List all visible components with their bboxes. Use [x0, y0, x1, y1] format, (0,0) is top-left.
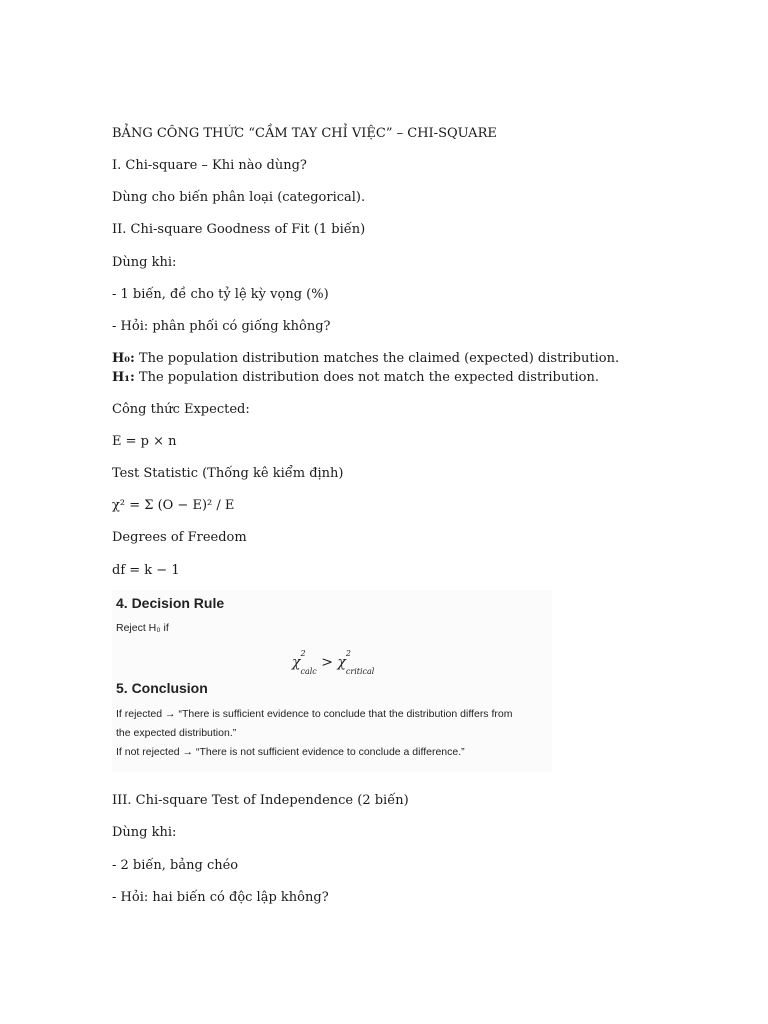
greater-than-sign: > — [316, 654, 338, 671]
conclusion-heading: 5. Conclusion — [116, 680, 208, 696]
h1-label: H₁: — [112, 370, 135, 385]
test-statistic-label: Test Statistic (Thống kê kiểm định) — [112, 466, 344, 481]
embedded-screenshot — [112, 590, 552, 772]
reject-condition-text: Reject H₀ if — [116, 622, 169, 634]
subscript-critical: critical — [345, 666, 375, 676]
exponent-critical: 2 — [345, 649, 351, 658]
decision-formula — [292, 650, 374, 675]
h0-label: H₀: — [112, 351, 135, 366]
conclusion-not-rejected: If not rejected → “There is not sufficient evidence to conclude a difference.” — [116, 746, 465, 758]
section-1-heading: I. Chi-square – Khi nào dùng? — [112, 158, 307, 173]
null-hypothesis — [112, 351, 619, 367]
exponent-calc: 2 — [300, 649, 306, 658]
expected-formula: E = p × n — [112, 434, 177, 449]
conclusion-rejected-line-2: the expected distribution.” — [116, 727, 237, 739]
h1-text: The population distribution does not match the expected distribution. — [134, 370, 599, 385]
section-3-bullet-2: - Hỏi: hai biến có độc lập không? — [112, 890, 329, 905]
conclusion-rejected-line-1: If rejected → “There is sufficient evidence to conclude that the distribution differs from — [116, 708, 513, 720]
section-2-bullet-2: - Hỏi: phân phối có giống không? — [112, 319, 331, 334]
section-2-when: Dùng khi: — [112, 255, 177, 270]
alternative-hypothesis — [112, 370, 599, 386]
expected-label: Công thức Expected: — [112, 402, 250, 417]
document-title: BẢNG CÔNG THỨC “CẦM TAY CHỈ VIỆC” – CHI-SQUARE — [112, 126, 497, 141]
degrees-of-freedom-label: Degrees of Freedom — [112, 530, 247, 545]
section-3-bullet-1: - 2 biến, bảng chéo — [112, 858, 239, 873]
section-2-heading: II. Chi-square Goodness of Fit (1 biến) — [112, 222, 366, 237]
test-statistic-formula: χ² = Σ (O − E)² / E — [112, 498, 235, 513]
section-3-heading: III. Chi-square Test of Independence (2 biến) — [112, 793, 409, 808]
subscript-calc: calc — [300, 666, 317, 676]
decision-rule-heading: 4. Decision Rule — [116, 595, 225, 611]
degrees-of-freedom-formula: df = k − 1 — [112, 563, 180, 578]
section-1-text: Dùng cho biến phân loại (categorical). — [112, 190, 366, 205]
chi-symbol-calc: χ — [292, 654, 301, 671]
section-2-bullet-1: - 1 biến, đề cho tỷ lệ kỳ vọng (%) — [112, 287, 329, 302]
h0-text: The population distribution matches the claimed (expected) distribution. — [134, 351, 620, 366]
section-3-when: Dùng khi: — [112, 825, 177, 840]
chi-symbol-critical: χ — [337, 654, 346, 671]
